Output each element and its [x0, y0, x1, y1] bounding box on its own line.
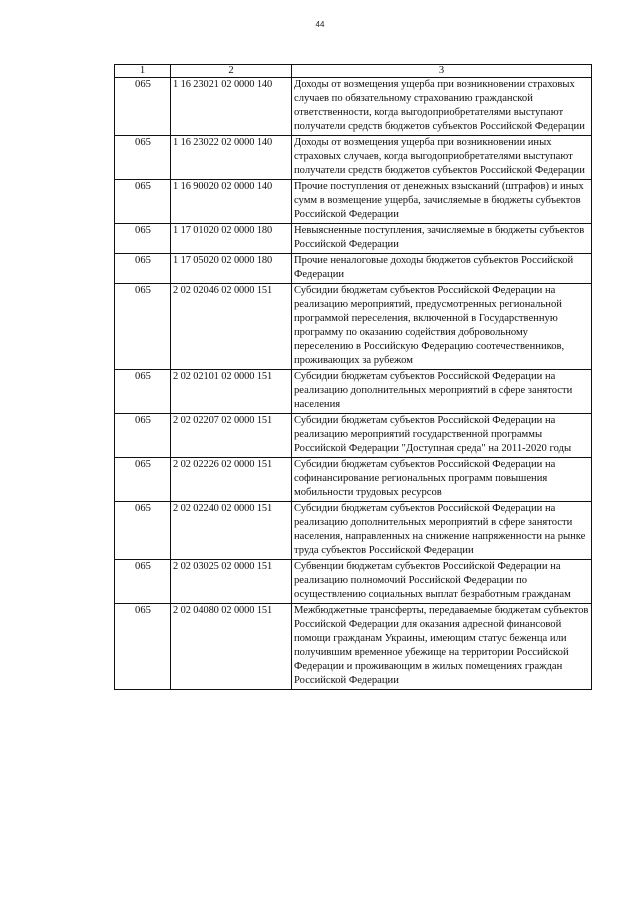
admin-code-cell: 065	[115, 458, 171, 502]
income-name-cell: Субсидии бюджетам субъектов Российской Федерации на софинансирование региональных программ повышения мобильности трудовых ресурсов	[292, 458, 592, 502]
table-row	[115, 78, 592, 136]
budget-code-cell: 2 02 02101 02 0000 151	[171, 370, 292, 414]
income-name-cell: Невыясненные поступления, зачисляемые в бюджеты субъектов Российской Федерации	[292, 224, 592, 254]
table-row	[115, 370, 592, 414]
admin-code-cell: 065	[115, 560, 171, 604]
income-name-cell: Прочие поступления от денежных взысканий (штрафов) и иных сумм в возмещение ущерба, зачисляемые в бюджеты субъектов Российской Федерации	[292, 180, 592, 224]
income-name-cell: Субвенции бюджетам субъектов Российской Федерации на реализацию полномочий Российской Федерации по осуществлению социальных выплат безработным гражданам	[292, 560, 592, 604]
budget-code-cell: 1 17 01020 02 0000 180	[171, 224, 292, 254]
income-name-cell: Межбюджетные трансферты, передаваемые бюджетам субъектов Российской Федерации для оказания адресной финансовой помощи гражданам Украины, имеющим статус беженца или получившим временное убежище на территории Российской Федерации и проживающим в жилых помещениях граждан Российской Федерации	[292, 604, 592, 690]
table-row	[115, 284, 592, 370]
income-name-cell: Доходы от возмещения ущерба при возникновении страховых случаев по обязательному страхованию гражданской ответственности, когда выгодоприобретателями выступают получатели средств бюджетов субъектов Российской Федерации	[292, 78, 592, 136]
budget-code-cell: 1 16 23021 02 0000 140	[171, 78, 292, 136]
income-name-cell: Субсидии бюджетам субъектов Российской Федерации на реализацию дополнительных мероприятий в сфере занятости населения	[292, 370, 592, 414]
income-name-cell: Субсидии бюджетам субъектов Российской Федерации на реализацию дополнительных мероприятий в сфере занятости населения, направленных на снижение напряженности на рынке труда субъектов Российской Федерации	[292, 502, 592, 560]
table-row	[115, 254, 592, 284]
budget-code-cell: 2 02 02240 02 0000 151	[171, 502, 292, 560]
admin-code-cell: 065	[115, 254, 171, 284]
admin-code-cell: 065	[115, 502, 171, 560]
budget-code-cell: 1 16 90020 02 0000 140	[171, 180, 292, 224]
admin-code-cell: 065	[115, 136, 171, 180]
budget-code-cell: 2 02 04080 02 0000 151	[171, 604, 292, 690]
table-row	[115, 414, 592, 458]
admin-code-cell: 065	[115, 604, 171, 690]
table-row	[115, 502, 592, 560]
table-header-row	[115, 65, 592, 78]
budget-code-cell: 1 16 23022 02 0000 140	[171, 136, 292, 180]
admin-code-cell: 065	[115, 224, 171, 254]
budget-code-cell: 2 02 02207 02 0000 151	[171, 414, 292, 458]
admin-code-cell: 065	[115, 370, 171, 414]
page-number: 44	[315, 20, 325, 29]
admin-code-cell: 065	[115, 414, 171, 458]
budget-code-cell: 2 02 02046 02 0000 151	[171, 284, 292, 370]
table-row	[115, 458, 592, 502]
header-col-1: 1	[115, 65, 171, 78]
income-name-cell: Прочие неналоговые доходы бюджетов субъектов Российской Федерации	[292, 254, 592, 284]
table-row	[115, 180, 592, 224]
header-col-2: 2	[171, 65, 292, 78]
admin-code-cell: 065	[115, 180, 171, 224]
table-row	[115, 560, 592, 604]
income-name-cell: Субсидии бюджетам субъектов Российской Федерации на реализацию мероприятий государственной программы Российской Федерации "Доступная среда" на 2011-2020 годы	[292, 414, 592, 458]
table-row	[115, 136, 592, 180]
table-row	[115, 604, 592, 690]
table-row	[115, 224, 592, 254]
header-col-3: 3	[292, 65, 592, 78]
income-name-cell: Доходы от возмещения ущерба при возникновении иных страховых случаев, когда выгодоприобретателями выступают получатели средств бюджетов субъектов Российской Федерации	[292, 136, 592, 180]
budget-code-cell: 1 17 05020 02 0000 180	[171, 254, 292, 284]
income-name-cell: Субсидии бюджетам субъектов Российской Федерации на реализацию мероприятий, предусмотренных региональной программой переселения, включенной в Государственную программу по оказанию содействия добровольному переселению в Российскую Федерацию соотечественников, проживающих за рубежом	[292, 284, 592, 370]
admin-code-cell: 065	[115, 78, 171, 136]
budget-code-cell: 2 02 03025 02 0000 151	[171, 560, 292, 604]
admin-code-cell: 065	[115, 284, 171, 370]
budget-codes-table	[114, 64, 592, 690]
budget-code-cell: 2 02 02226 02 0000 151	[171, 458, 292, 502]
